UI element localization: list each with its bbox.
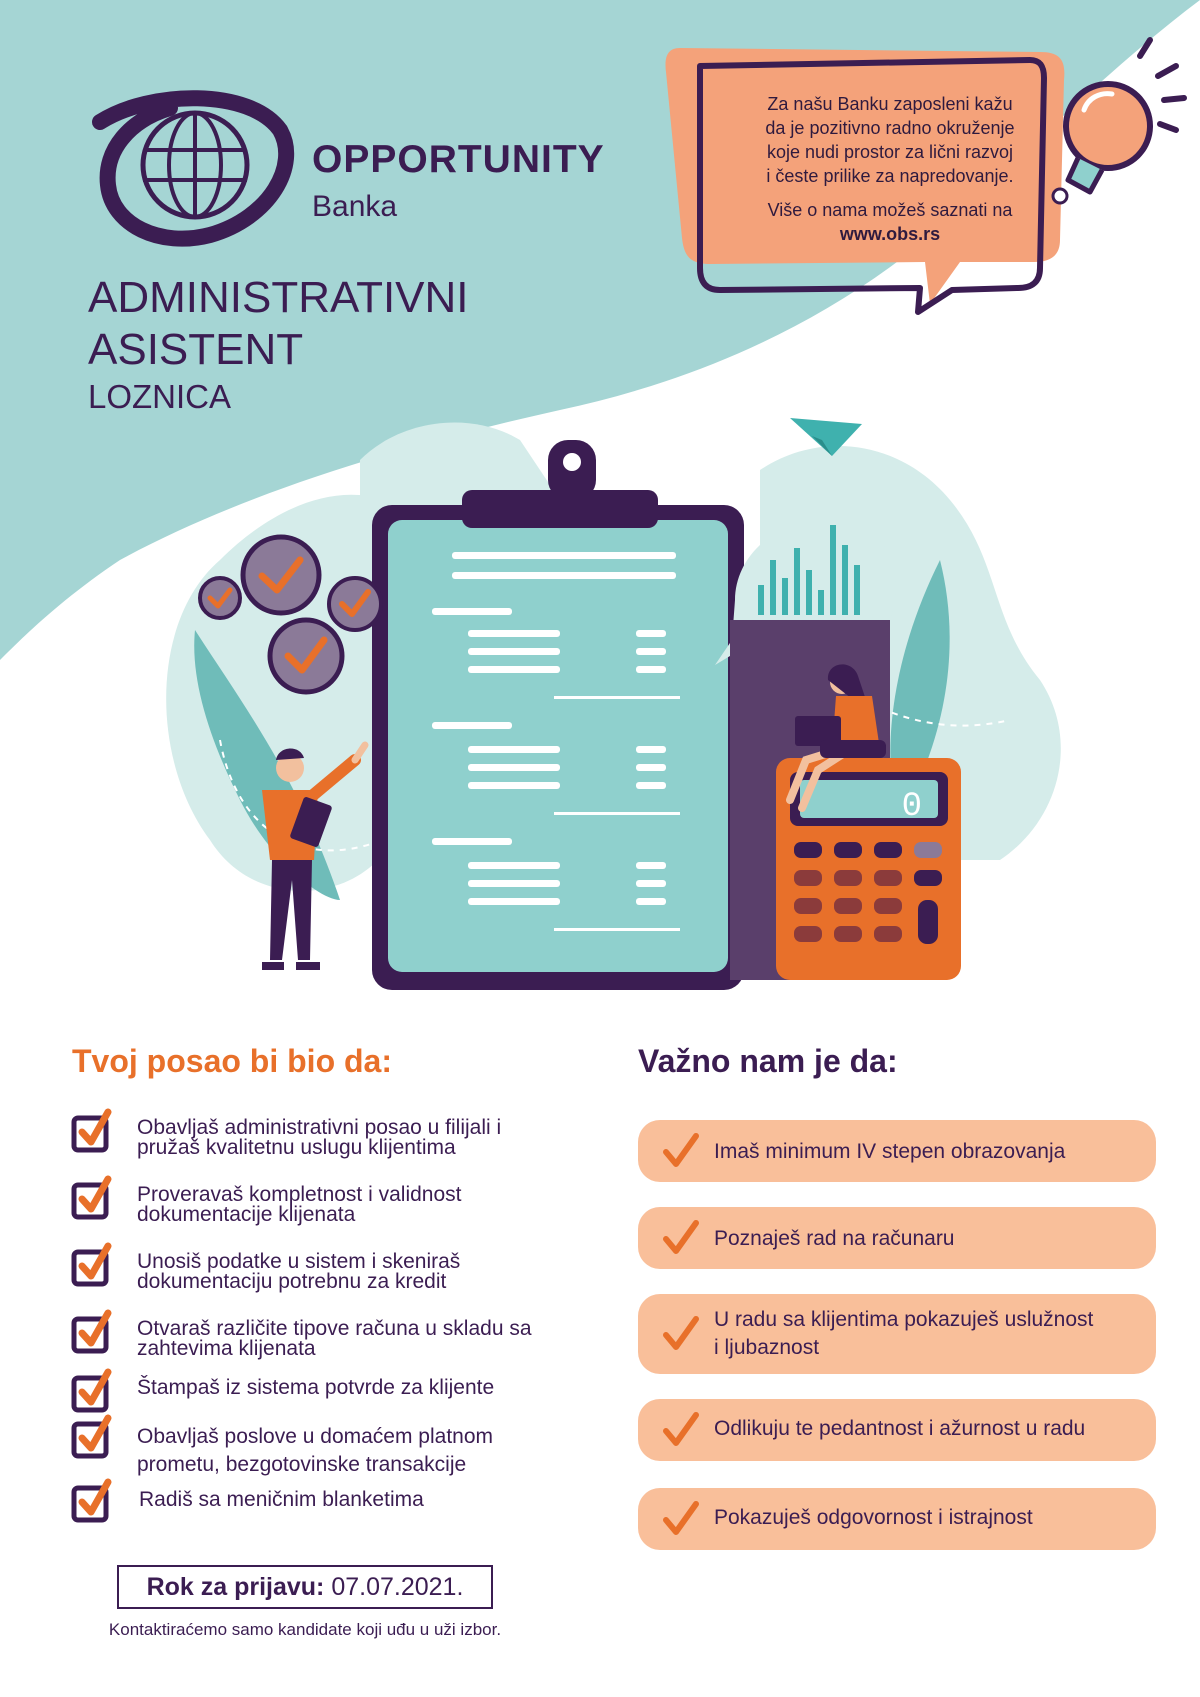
- requirement-item: [638, 1120, 1156, 1182]
- checkmark-icon: [662, 1411, 700, 1449]
- task-line2: zahtevima klijenata: [137, 1337, 316, 1360]
- checkmark-icon: [662, 1315, 700, 1353]
- job-city: LOZNICA: [88, 378, 232, 415]
- website-link[interactable]: www.obs.rs: [839, 224, 941, 244]
- deadline-date: 07.07.2021.: [331, 1573, 464, 1601]
- bubble-text: [700, 92, 1080, 256]
- contact-note: Kontaktiraćemo samo kandidate koji uđu u uži izbor.: [108, 1620, 502, 1639]
- calculator-display: 0: [901, 788, 922, 826]
- checkmark-icon: [662, 1132, 700, 1170]
- task-line1: Štampaš iz sistema potvrde za klijente: [137, 1376, 495, 1399]
- requirement-item: [638, 1399, 1156, 1461]
- requirement-text: Poznaješ rad na računaru: [714, 1227, 955, 1250]
- task-line1: Proveravaš kompletnost i validnost: [137, 1183, 462, 1206]
- task-line2: dokumentaciju potrebnu za kredit: [137, 1270, 447, 1293]
- bubble-more: Više o nama možeš saznati na: [767, 200, 1013, 220]
- job-title-line1: ADMINISTRATIVNI: [88, 273, 469, 322]
- checkmark-icon: [662, 1500, 700, 1538]
- requirement-text: Odlikuju te pedantnost i ažurnost u radu: [714, 1417, 1086, 1440]
- requirement-text: Imaš minimum IV stepen obrazovanja: [714, 1140, 1066, 1163]
- bubble-line3: koje nudi prostor za lični razvoj: [766, 142, 1014, 162]
- requirement-item: [638, 1488, 1156, 1550]
- requirement-item: [638, 1294, 1156, 1374]
- bank-name: OPPORTUNITY: [312, 138, 605, 181]
- requirement-item: [638, 1207, 1156, 1269]
- job-title-line2: ASISTENT: [88, 325, 304, 374]
- bank-subtitle: Banka: [312, 190, 398, 223]
- task-line2: dokumentacije klijenata: [137, 1203, 356, 1226]
- task-line2: pružaš kvalitetnu uslugu klijentima: [137, 1136, 456, 1159]
- bubble-line1: Za našu Banku zaposleni kažu: [767, 94, 1013, 114]
- requirement-line2: i ljubaznost: [714, 1336, 820, 1359]
- requirement-text: Pokazuješ odgovornost i istrajnost: [714, 1506, 1033, 1529]
- clipboard-illustration: [372, 440, 744, 990]
- task-line1: Unosiš podatke u sistem i skeniraš: [137, 1250, 461, 1273]
- task-item: [72, 1185, 592, 1245]
- deadline-box: [117, 1565, 493, 1609]
- task-item: [72, 1118, 592, 1178]
- requirement-line1: U radu sa klijentima pokazuješ uslužnost: [714, 1308, 1094, 1331]
- task-line1: Obavljaš administrativni posao u filijali i: [137, 1116, 502, 1139]
- deadline-label: Rok za prijavu:: [146, 1573, 325, 1601]
- task-item: [72, 1490, 592, 1550]
- bubble-line2: da je pozitivno radno okruženje: [765, 118, 1015, 138]
- job-title: [88, 272, 469, 376]
- checkmark-icon: [662, 1219, 700, 1257]
- requirements-heading: Važno nam je da:: [638, 1043, 898, 1079]
- task-line2: prometu, bezgotovinske transakcije: [137, 1453, 467, 1476]
- task-item: [72, 1252, 592, 1312]
- calculator-illustration: [776, 758, 961, 980]
- tasks-heading: Tvoj posao bi bio da:: [72, 1043, 392, 1079]
- task-item: [72, 1423, 592, 1483]
- task-line1: Radiš sa meničnim blanketima: [139, 1488, 424, 1511]
- task-item: [72, 1319, 592, 1379]
- task-line1: Obavljaš poslove u domaćem platnom: [137, 1425, 494, 1448]
- bubble-line4: i česte prilike za napredovanje.: [766, 166, 1014, 186]
- task-line1: Otvaraš različite tipove računa u skladu sa: [137, 1317, 532, 1340]
